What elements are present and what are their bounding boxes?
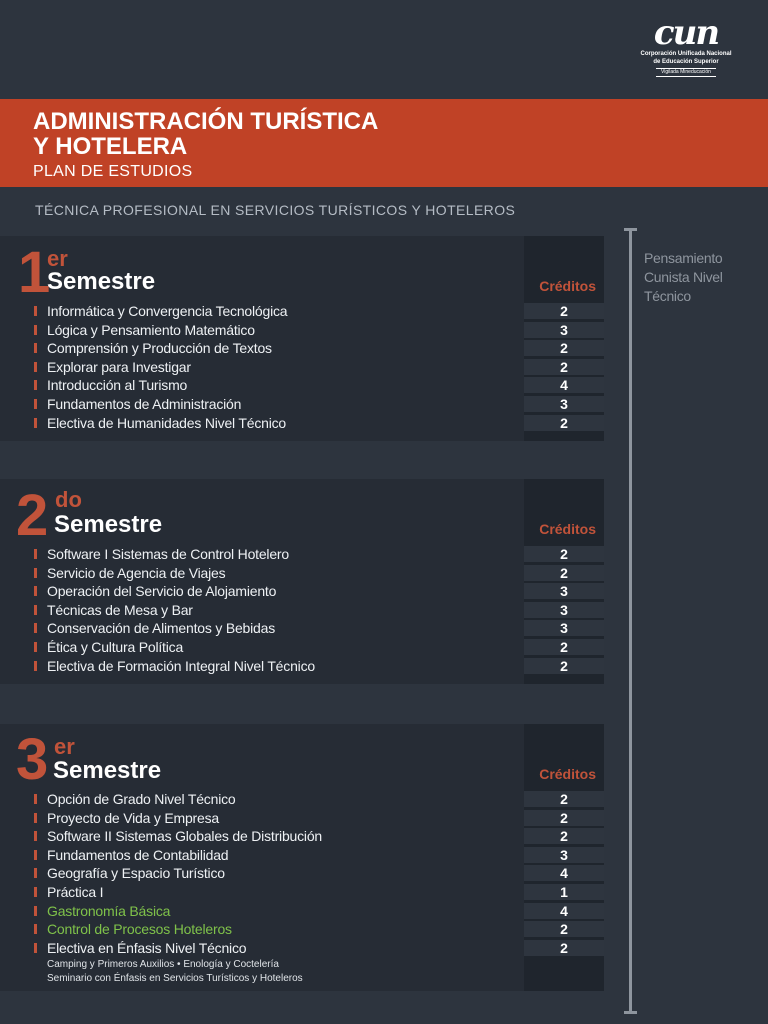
bullet-bar-icon [34,380,37,390]
title-line-2: Y HOTELERA [33,133,188,160]
course-credits: 2 [524,828,604,844]
bullet-bar-icon [34,906,37,916]
bullet-bar-icon [34,362,37,372]
course-credits: 1 [524,884,604,900]
course-name: Fundamentos de Contabilidad [47,846,229,863]
bullet-bar-icon [34,325,37,335]
course-name: Software I Sistemas de Control Hotelero [47,546,289,562]
course-row [0,864,604,883]
bullet-bar-icon [34,924,37,934]
course-row [0,395,604,414]
course-row [0,619,604,638]
course-row [0,582,604,601]
course-credits: 2 [524,810,604,826]
course-row [0,939,604,958]
semester-suffix: er [47,246,68,271]
course-name: Geografía y Espacio Turístico [47,865,225,882]
course-name: Práctica I [47,884,104,900]
course-row [0,545,604,564]
bullet-bar-icon [34,887,37,897]
course-row [0,846,604,865]
semester-number: 1 [18,240,51,305]
course-name: Explorar para Investigar [47,358,191,375]
bullet-bar-icon [34,661,37,671]
bullet-bar-icon [34,831,37,841]
course-name: Electiva de Formación Integral Nivel Técnico [47,657,315,674]
course-row [0,414,604,433]
logo-motto: Vigilada Mineducación [656,68,716,77]
course-row [0,883,604,902]
course-row [0,564,604,583]
course-credits: 4 [524,903,604,919]
course-credits: 2 [524,303,604,319]
semester-heading: Semestre [54,511,163,538]
course-name: Opción de Grado Nivel Técnico [47,791,236,807]
course-credits: 2 [524,791,604,807]
course-row [0,376,604,395]
cun-logo [636,13,736,77]
course-credits: 3 [524,620,604,636]
bullet-bar-icon [34,943,37,953]
course-name: Electiva de Humanidades Nivel Técnico [47,414,287,431]
course-row [0,339,604,358]
course-name: Software II Sistemas Globales de Distribución [47,828,323,845]
credits-header: Créditos [539,278,596,294]
course-credits: 3 [524,602,604,618]
course-name: Gastronomía Básica [47,902,171,919]
elective-note: Camping y Primeros Auxilios • Enología y Coctelería [47,958,279,970]
course-row [0,638,604,657]
semester-heading: Semestre [53,757,162,784]
course-name: Informática y Convergencia Tecnológica [47,303,288,319]
course-row [0,358,604,377]
course-name: Control de Procesos Hoteleros [47,921,232,938]
timeline-label: Pensamiento Cunista Nivel Técnico [644,250,723,304]
semester-number: 2 [16,483,49,548]
course-credits: 2 [524,415,604,431]
course-credits: 2 [524,565,604,581]
course-credits: 2 [524,658,604,674]
course-name: Conservación de Alimentos y Bebidas [47,620,276,637]
bullet-bar-icon [34,868,37,878]
bullet-bar-icon [34,568,37,578]
bullet-bar-icon [34,794,37,804]
bullet-bar-icon [34,605,37,615]
bullet-bar-icon [34,586,37,596]
course-name: Servicio de Agencia de Viajes [47,564,226,581]
course-name: Técnicas de Mesa y Bar [47,601,193,618]
logo-org-line2: de Educación Superior [653,59,719,65]
bullet-bar-icon [34,343,37,353]
course-name: Lógica y Pensamiento Matemático [47,321,255,338]
course-credits: 4 [524,865,604,881]
bullet-bar-icon [34,306,37,316]
course-name: Comprensión y Producción de Textos [47,340,272,357]
credits-header: Créditos [539,766,596,782]
course-credits: 2 [524,921,604,937]
course-row [0,302,604,321]
timeline-line [629,229,632,1014]
elective-note: Seminario con Énfasis en Servicios Turísticos y Hoteleros [47,973,303,985]
course-credits: 3 [524,847,604,863]
semester-suffix: do [55,487,82,512]
page-title [33,109,378,159]
logo-org-line1: Corporación Unificada Nacional [640,51,732,57]
header-banner [0,99,768,187]
course-name: Electiva en Énfasis Nivel Técnico [47,939,247,956]
semester-number: 3 [16,727,49,792]
page-subtitle: PLAN DE ESTUDIOS [33,163,193,180]
course-credits: 4 [524,377,604,393]
course-credits: 2 [524,940,604,956]
course-credits: 2 [524,359,604,375]
course-credits: 3 [524,583,604,599]
semester-heading: Semestre [47,268,156,295]
course-row [0,790,604,809]
bullet-bar-icon [34,399,37,409]
timeline-cap-bottom [624,1011,637,1014]
bullet-bar-icon [34,549,37,559]
course-row [0,827,604,846]
course-row [0,809,604,828]
timeline-cap-top [624,228,637,231]
course-name: Proyecto de Vida y Empresa [47,809,219,826]
bullet-bar-icon [34,642,37,652]
course-row [0,601,604,620]
course-credits: 3 [524,322,604,338]
title-line-1: ADMINISTRACIÓN TURÍSTICA [33,108,379,135]
bullet-bar-icon [34,850,37,860]
bullet-bar-icon [34,418,37,428]
credits-header: Créditos [539,521,596,537]
course-row [0,321,604,340]
course-name: Operación del Servicio de Alojamiento [47,583,277,600]
course-row [0,657,604,676]
course-name: Fundamentos de Administración [47,396,242,412]
course-name: Introducción al Turismo [47,377,188,394]
course-credits: 2 [524,639,604,655]
course-name: Ética y Cultura Política [47,639,184,655]
logo-mark: cun [653,13,719,53]
course-row [0,902,604,921]
bullet-bar-icon [34,623,37,633]
course-credits: 2 [524,340,604,356]
semester-suffix: er [54,734,75,759]
course-credits: 2 [524,546,604,562]
program-title: TÉCNICA PROFESIONAL EN SERVICIOS TURÍSTICOS Y HOTELEROS [35,202,516,218]
course-row [0,920,604,939]
bullet-bar-icon [34,813,37,823]
course-credits: 3 [524,396,604,412]
